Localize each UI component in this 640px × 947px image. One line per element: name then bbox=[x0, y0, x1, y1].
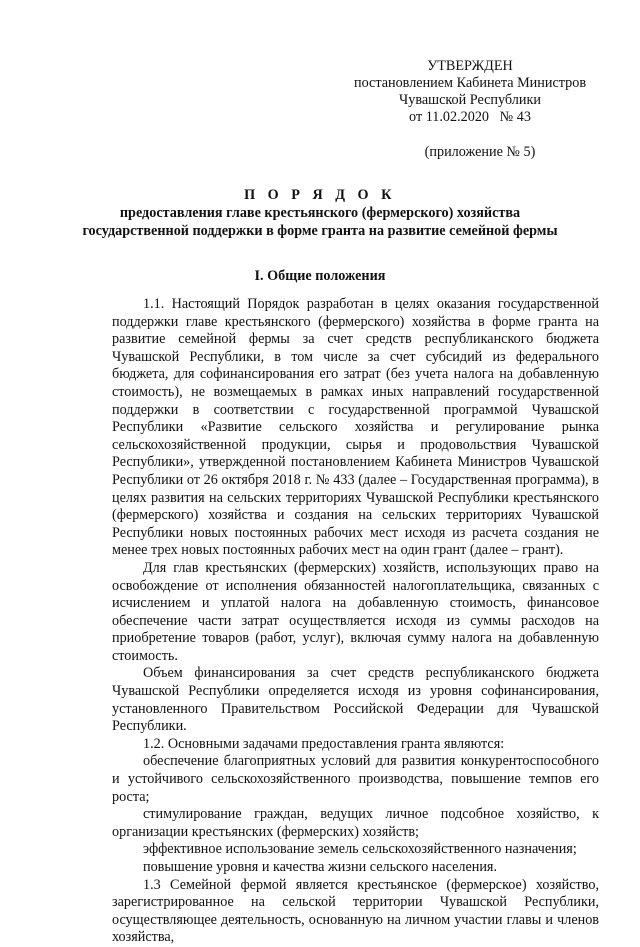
task-item-3: эффективное использование земель сельскохозяйственного назначения; bbox=[143, 841, 577, 858]
section-title: I. Общие положения bbox=[254, 268, 386, 284]
task-item-4: повышение уровня и качества жизни сельского населения. bbox=[143, 859, 498, 875]
appendix-note: (приложение № 5) bbox=[424, 144, 536, 160]
title-heading: П О Р Я Д О К bbox=[244, 187, 396, 203]
paragraph-1-1: 1.1. Настоящий Порядок разработан в целях оказания государственной поддержки главе крестьянского (фермерского) хозяйства в форме гранта на развитие семейной фермы за счет средств республиканского бюджета Чувашской Республики, в том числе за счет субсидий из федерального бюджета, для софинансирования его затрат (без учета налога на добавленную стоимость), не возмещаемых в рамках иных направлений государственной поддержки в соответствии с государственной программой Чувашской Республики «Развитие сельского хозяйства и регулирование рынка сельскохозяйственной продукции, сырья и продовольствия Чувашской Республики», утвержденной постановлением Кабинета Министров Чувашской Республики от 26 октября 2018 г. № 433 (далее – Государственная программа), в целях развития на сельских территориях Чувашской Республики крестьянского (фермерского) хозяйства и создания на сельских территориях Чувашской Республики новых постоянных рабочих мест исходя из расчета создания не менее трех новых постоянных рабочих мест на один грант (далее – грант). bbox=[112, 296, 599, 559]
task-item-1: обеспечение благоприятных условий для развития конкурентоспособного и устойчивого сельскохозяйственного производства, повышение темпов его роста; bbox=[112, 753, 599, 805]
approval-line-1: УТВЕРЖДЕН bbox=[427, 58, 513, 74]
paragraph-1-3: 1.3 Семейной фермой является крестьянское (фермерское) хозяйство, зарегистрированное на сельской территории Чувашской Республики, осуществляющее деятельность, основанную на личном участии главы и членов хозяйства, bbox=[112, 876, 599, 946]
paragraph-1-2: 1.2. Основными задачами предоставления гранта являются: bbox=[143, 735, 505, 752]
paragraph-vat: Для глав крестьянских (фермерских) хозяйств, использующих право на освобождение от исполнения обязанностей налогоплательщика, связанных с исчислением и уплатой налога на добавленную стоимость, финансовое обеспечение части затрат осуществляется исходя из суммы расходов на приобретение товаров (работ, услуг), включая сумму налога на добавленную стоимость. bbox=[112, 559, 599, 664]
approval-line-3: Чувашской Республики bbox=[399, 92, 541, 108]
approval-line-4: от 11.02.2020 № 43 bbox=[409, 109, 531, 125]
approval-stamp bbox=[340, 58, 600, 126]
approval-line-2: постановлением Кабинета Министров bbox=[353, 75, 587, 91]
task-item-2: стимулирование граждан, ведущих личное подсобное хозяйство, к организации крестьянских (фермерских) хозяйств; bbox=[112, 806, 599, 840]
title-line-1: предоставления главе крестьянского (фермерского) хозяйства bbox=[119, 205, 521, 221]
document-body bbox=[112, 296, 599, 947]
title-line-2: государственной поддержки в форме гранта на развитие семейной фермы bbox=[82, 223, 558, 239]
document-title bbox=[0, 186, 640, 240]
paragraph-financing: Объем финансирования за счет средств республиканского бюджета Чувашской Республики определяется исходя из уровня софинансирования, установленного Правительством Российской Федерации для Чувашской Республики. bbox=[112, 665, 599, 735]
